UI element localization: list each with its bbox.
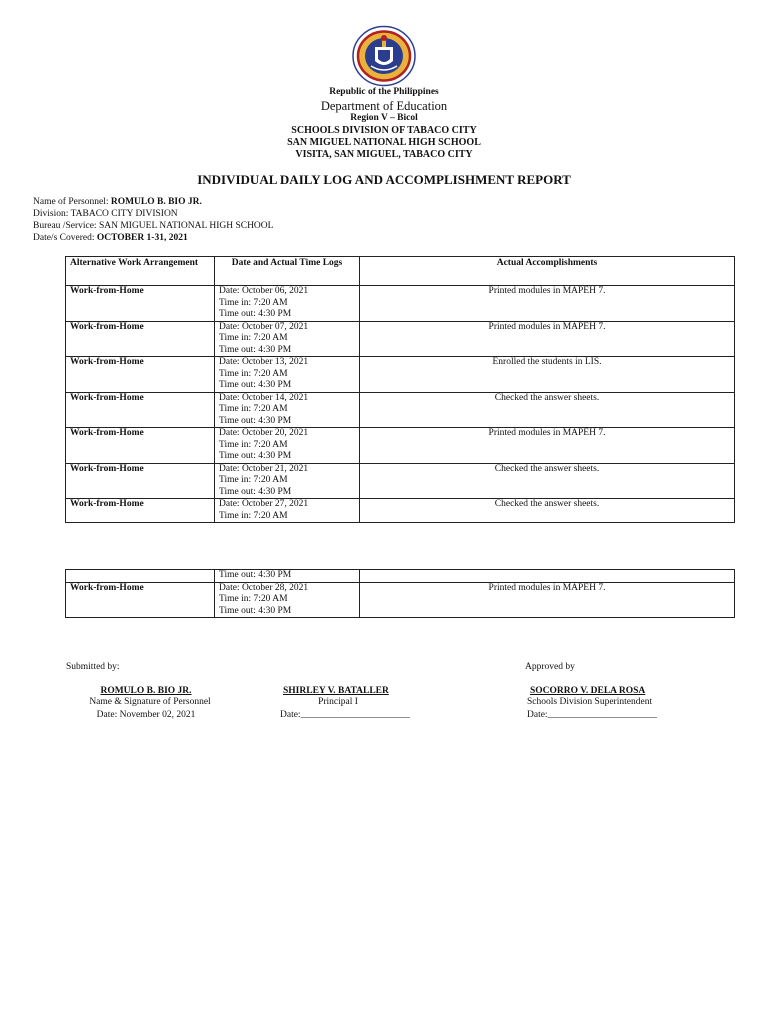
table-row [66,582,735,618]
approved-by-label: Approved by [525,662,575,672]
table-row [66,463,735,499]
log-date: Date: October 14, 2021 [219,392,309,403]
log-time-out: Time out: 4:30 PM [219,309,292,319]
log-time-in: Time in: 7:20 AM [219,439,288,450]
arrangement-cell: Work-from-Home [66,392,215,428]
accomplishment-cell [360,570,735,583]
log-time-out: Time out: 4:30 PM [219,451,292,461]
region-line: Region V – Bicol [350,113,418,123]
arrangement-cell: Work-from-Home [66,582,215,618]
table-row-continued [66,570,735,583]
principal-date-line: Date:_______________________ [280,710,410,720]
daily-log-table [65,256,735,523]
log-time-out: Time out: 4:30 PM [215,570,360,583]
time-log-cell [215,392,360,428]
deped-seal-icon [351,25,417,87]
arrangement-cell: Work-from-Home [66,499,215,523]
personnel-division-line [33,210,178,220]
arrangement-cell: Work-from-Home [66,463,215,499]
division-line: SCHOOLS DIVISION OF TABACO CITY [291,125,477,136]
school-line: SAN MIGUEL NATIONAL HIGH SCHOOL [287,137,481,148]
log-time-in: Time in: 7:20 AM [219,297,288,308]
principal-name: SHIRLEY V. BATALLER [283,686,389,696]
log-date: Date: October 21, 2021 [219,463,309,474]
time-log-cell [215,499,360,523]
log-date: Date: October 06, 2021 [219,286,309,296]
arrangement-cell: Work-from-Home [66,357,215,393]
table-row [66,428,735,464]
time-log-cell [215,463,360,499]
time-log-cell [215,582,360,618]
name-label: Name of Personnel: [33,197,109,207]
dates-covered-line [33,234,188,244]
superintendent-date-line: Date:_______________________ [527,710,657,720]
accomplishment-cell: Printed modules in MAPEH 7. [360,321,735,357]
principal-title: Principal I [318,697,358,707]
accomplishment-cell: Printed modules in MAPEH 7. [360,286,735,322]
log-time-in: Time in: 7:20 AM [219,475,288,485]
personnel-name-line [33,198,202,208]
table-header-row [66,257,735,286]
time-log-cell [215,321,360,357]
header-arrangement: Alternative Work Arrangement [66,257,215,286]
accomplishment-cell: Checked the answer sheets. [360,499,735,523]
bureau-value: SAN MIGUEL NATIONAL HIGH SCHOOL [98,221,274,231]
header-time-logs: Date and Actual Time Logs [215,257,360,286]
arrangement-cell [66,570,215,583]
log-time-in: Time in: 7:20 AM [219,404,288,414]
accomplishment-cell: Printed modules in MAPEH 7. [360,428,735,464]
log-time-in: Time in: 7:20 AM [219,333,288,343]
log-date: Date: October 07, 2021 [219,321,309,332]
division-label: Division: [33,209,69,219]
personnel-signatory-caption: Name & Signature of Personnel [89,697,211,707]
log-time-out: Time out: 4:30 PM [219,415,292,426]
log-date: Date: October 13, 2021 [219,357,309,367]
log-time-out: Time out: 4:30 PM [219,344,292,355]
header-accomplishments: Actual Accomplishments [360,257,735,286]
table-row [66,499,735,523]
time-log-cell [215,428,360,464]
table-row [66,392,735,428]
accomplishment-cell: Enrolled the students in LIS. [360,357,735,393]
log-time-out: Time out: 4:30 PM [219,486,292,497]
log-time-out: Time out: 4:30 PM [219,380,292,390]
department-name: Department of Education [320,99,448,113]
log-date: Date: October 27, 2021 [219,499,309,509]
personnel-bureau-line [33,222,273,232]
log-time-out: Time out: 4:30 PM [219,605,292,616]
table-row [66,357,735,393]
log-time-in: Time in: 7:20 AM [219,594,288,604]
arrangement-cell: Work-from-Home [66,321,215,357]
bureau-label: Bureau /Service: [33,221,97,231]
time-log-cell [215,357,360,393]
submitted-by-label: Submitted by: [66,662,120,672]
report-title: INDIVIDUAL DAILY LOG AND ACCOMPLISHMENT REPORT [197,172,571,187]
log-date: Date: October 28, 2021 [219,582,309,593]
dates-value: OCTOBER 1-31, 2021 [96,233,188,243]
daily-log-table-continued [65,569,735,618]
superintendent-title: Schools Division Superintendent [527,697,653,707]
dates-label: Date/s Covered: [33,233,95,243]
accomplishment-cell: Checked the answer sheets. [360,392,735,428]
republic-line: Republic of the Philippines [329,87,439,97]
arrangement-cell: Work-from-Home [66,428,215,464]
accomplishment-cell: Checked the answer sheets. [360,463,735,499]
name-value: ROMULO B. BIO JR. [110,197,202,207]
time-log-cell [215,286,360,322]
superintendent-name: SOCORRO V. DELA ROSA [530,686,646,696]
log-time-in: Time in: 7:20 AM [219,368,288,379]
log-date: Date: October 20, 2021 [219,428,309,438]
personnel-signatory-name: ROMULO B. BIO JR. [100,686,192,696]
table-row [66,286,735,322]
address-line: VISITA, SAN MIGUEL, TABACO CITY [295,149,473,160]
division-value: TABACO CITY DIVISION [70,209,178,219]
table-row [66,321,735,357]
accomplishment-cell: Printed modules in MAPEH 7. [360,582,735,618]
log-time-in: Time in: 7:20 AM [219,510,288,521]
arrangement-cell: Work-from-Home [66,286,215,322]
personnel-signatory-date: Date: November 02, 2021 [96,710,196,720]
